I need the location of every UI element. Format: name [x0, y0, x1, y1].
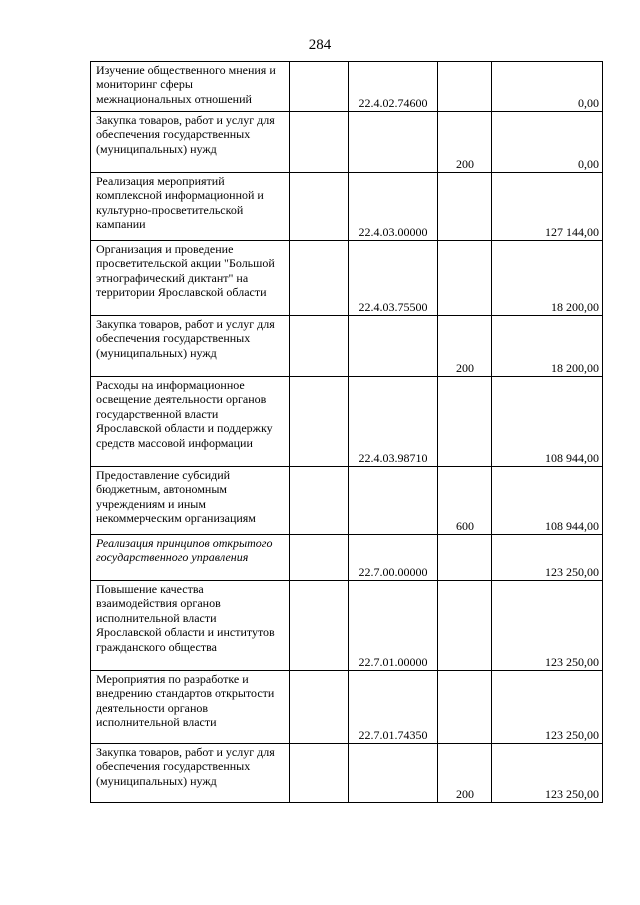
- table-row: [91, 467, 603, 535]
- expense-name-cell: Повышение качества взаимодействия органов исполнительной власти Ярославской области и институтов гражданского общества: [91, 581, 290, 671]
- expense-name-cell: Изучение общественного мнения и мониторинг сферы межнациональных отношений: [91, 62, 290, 112]
- amount-cell: 0,00: [492, 62, 603, 112]
- target-code-cell: [349, 112, 438, 173]
- target-code-cell: 22.4.02.74600: [349, 62, 438, 112]
- target-code-cell: [349, 316, 438, 377]
- amount-cell: 18 200,00: [492, 241, 603, 316]
- expense-name-cell: Закупка товаров, работ и услуг для обеспечения государственных (муниципальных) нужд: [91, 316, 290, 377]
- expense-type-cell: [438, 62, 492, 112]
- amount-cell: 0,00: [492, 112, 603, 173]
- expense-name-cell: Мероприятия по разработке и внедрению стандартов открытости деятельности органов исполнительной власти: [91, 671, 290, 744]
- table-row: [91, 241, 603, 316]
- amount-cell: 127 144,00: [492, 173, 603, 241]
- expense-name-cell: Предоставление субсидий бюджетным, автономным учреждениям и иным некоммерческим организациям: [91, 467, 290, 535]
- amount-cell: 123 250,00: [492, 744, 603, 803]
- empty-cell: [290, 112, 349, 173]
- target-code-cell: 22.4.03.98710: [349, 377, 438, 467]
- amount-cell: 108 944,00: [492, 467, 603, 535]
- empty-cell: [290, 316, 349, 377]
- table-row: [91, 671, 603, 744]
- empty-cell: [290, 467, 349, 535]
- amount-cell: 123 250,00: [492, 671, 603, 744]
- table-row: [91, 535, 603, 581]
- target-code-cell: 22.4.03.00000: [349, 173, 438, 241]
- expense-type-cell: [438, 377, 492, 467]
- target-code-cell: 22.7.01.00000: [349, 581, 438, 671]
- target-code-cell: 22.7.00.00000: [349, 535, 438, 581]
- expense-name-cell: Закупка товаров, работ и услуг для обеспечения государственных (муниципальных) нужд: [91, 744, 290, 803]
- empty-cell: [290, 241, 349, 316]
- table-row: [91, 112, 603, 173]
- expense-type-cell: 600: [438, 467, 492, 535]
- table-row: [91, 316, 603, 377]
- empty-cell: [290, 671, 349, 744]
- target-code-cell: [349, 467, 438, 535]
- amount-cell: 123 250,00: [492, 581, 603, 671]
- empty-cell: [290, 535, 349, 581]
- expense-name-cell: Расходы на информационное освещение деятельности органов государственной власти Ярославской области и поддержку средств массовой информации: [91, 377, 290, 467]
- table-row: [91, 581, 603, 671]
- expense-name-cell: Реализация мероприятий комплексной информационной и культурно-просветительской кампании: [91, 173, 290, 241]
- target-code-cell: 22.4.03.75500: [349, 241, 438, 316]
- table-row: [91, 744, 603, 803]
- amount-cell: 18 200,00: [492, 316, 603, 377]
- target-code-cell: [349, 744, 438, 803]
- empty-cell: [290, 173, 349, 241]
- expense-name-cell: Организация и проведение просветительской акции "Большой этнографический диктант" на территории Ярославской области: [91, 241, 290, 316]
- page-number: 284: [308, 37, 332, 53]
- empty-cell: [290, 62, 349, 112]
- amount-cell: 123 250,00: [492, 535, 603, 581]
- empty-cell: [290, 377, 349, 467]
- table-row: [91, 173, 603, 241]
- budget-table-body: [91, 62, 603, 803]
- expense-type-cell: [438, 173, 492, 241]
- expense-type-cell: [438, 581, 492, 671]
- expense-name-cell: Реализация принципов открытого государственного управления: [91, 535, 290, 581]
- budget-table: [90, 61, 603, 803]
- empty-cell: [290, 744, 349, 803]
- empty-cell: [290, 581, 349, 671]
- table-row: [91, 62, 603, 112]
- table-row: [91, 377, 603, 467]
- target-code-cell: 22.7.01.74350: [349, 671, 438, 744]
- expense-type-cell: [438, 671, 492, 744]
- expense-name-cell: Закупка товаров, работ и услуг для обеспечения государственных (муниципальных) нужд: [91, 112, 290, 173]
- amount-cell: 108 944,00: [492, 377, 603, 467]
- expense-type-cell: 200: [438, 744, 492, 803]
- expense-type-cell: 200: [438, 112, 492, 173]
- expense-type-cell: [438, 535, 492, 581]
- expense-type-cell: 200: [438, 316, 492, 377]
- expense-type-cell: [438, 241, 492, 316]
